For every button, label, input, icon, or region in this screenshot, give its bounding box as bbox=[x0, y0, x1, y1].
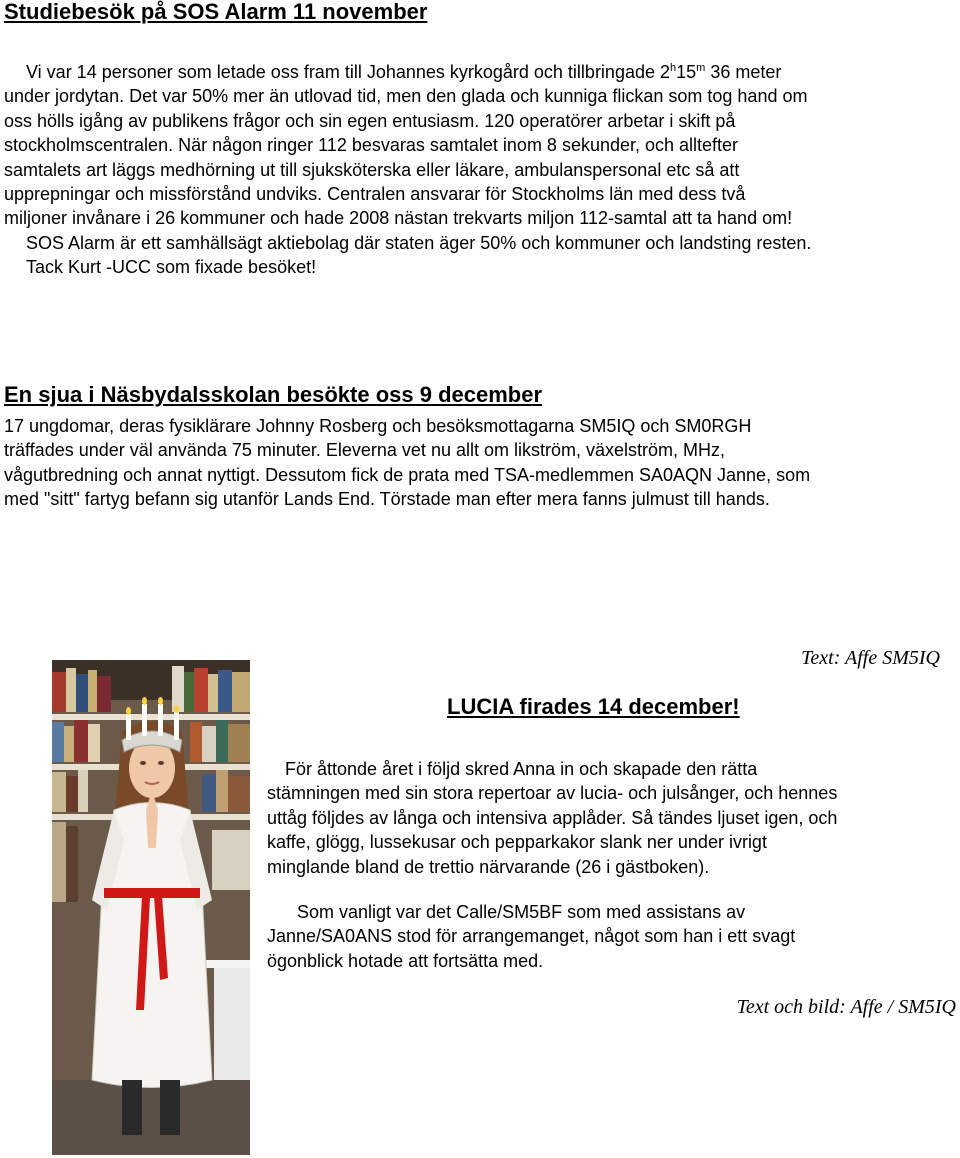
red-sash bbox=[104, 888, 200, 898]
paragraph-line: stämningen med sin stora repertoar av lucia- och julsånger, och hennes bbox=[267, 783, 838, 804]
paragraph-line: Janne/SA0ANS stod för arrangemanget, något som han i ett svagt bbox=[267, 926, 796, 947]
paragraph-line: vågutbredning och annat nyttigt. Dessutom fick de prata med TSA-medlemmen SA0AQN Janne, som bbox=[4, 464, 811, 485]
boot-right bbox=[160, 1080, 180, 1135]
paragraph-line: oss hölls igång av publikens frågor och sin egen entusiasm. 120 operatörer arbetar i skift på bbox=[4, 110, 736, 131]
text-and-photo-credit: Text och bild: Affe / SM5IQ bbox=[736, 996, 956, 1018]
paragraph-line: För åttonde året i följd skred Anna in och skapade den rätta bbox=[285, 759, 758, 779]
paragraph-line: kaffe, glögg, lussekusar och pepparkakor slank ner under ivrigt bbox=[267, 832, 767, 853]
paragraph-line: samtalets art läggs medhörning ut till sjuksköterska eller läkare, ambulanspersonal etc så att bbox=[4, 159, 740, 180]
paragraph-line: SOS Alarm är ett samhällsägt aktiebolag där staten äger 50% och kommuner och landsting resten. bbox=[26, 232, 812, 253]
paragraph-line: Tack Kurt -UCC som fixade besöket! bbox=[26, 257, 317, 278]
boot-left bbox=[122, 1080, 142, 1135]
section-title-nasbydalsskolan: En sjua i Näsbydalsskolan besökte oss 9 december bbox=[4, 382, 543, 407]
paragraph-line: upprepningar och missförstånd undviks. Centralen ansvarar för Stockholms län med dess två bbox=[4, 184, 746, 205]
section-title-lucia: LUCIA firades 14 december! bbox=[447, 694, 740, 719]
paragraph-line: 17 ungdomar, deras fysiklärare Johnny Rosberg och besöksmottagarna SM5IQ och SM0RGH bbox=[4, 416, 752, 436]
lucia-paragraph-2 bbox=[267, 900, 957, 973]
school-visit-paragraph bbox=[4, 414, 954, 512]
lucia-paragraph-1 bbox=[267, 757, 957, 879]
paragraph-line: miljoner invånare i 26 kommuner och hade 2008 nästan trekvarts miljon 112-samtal att ta hand om! bbox=[4, 208, 793, 229]
paragraph-line: under jordytan. Det var 50% mer än utlovad tid, men den glada och kunniga flickan som tog hand om bbox=[4, 86, 808, 107]
paragraph-line: med "sitt" fartyg befann sig utanför Lands End. Törstade man efter mera fanns julmust till hands. bbox=[4, 489, 770, 510]
text-credit: Text: Affe SM5IQ bbox=[801, 647, 940, 669]
lucia-photo bbox=[52, 660, 250, 1155]
sos-alarm-paragraph bbox=[4, 60, 954, 280]
paragraph-line: minglande bland de trettio närvarande (26 i gästboken). bbox=[267, 856, 710, 877]
paragraph-line: träffades under väl använda 75 minuter. Eleverna vet nu allt om likström, växelström, MHz, bbox=[4, 440, 725, 461]
paragraph-line: ögonblick hotade att fortsätta med. bbox=[267, 950, 544, 971]
section-title-sos-alarm: Studiebesök på SOS Alarm 11 november bbox=[4, 0, 428, 24]
paragraph-line: uttåg följdes av långa och intensiva applåder. Så tändes ljuset igen, och bbox=[267, 807, 838, 828]
paragraph-line: Vi var 14 personer som letade oss fram till Johannes kyrkogård och tillbringade 2$^h$15$^m$ 36 meter bbox=[26, 62, 782, 82]
paragraph-line: stockholmscentralen. När någon ringer 112 besvaras samtalet inom 8 sekunder, och alltefter bbox=[4, 135, 739, 156]
paragraph-line: Som vanligt var det Calle/SM5BF som med assistans av bbox=[297, 902, 746, 922]
